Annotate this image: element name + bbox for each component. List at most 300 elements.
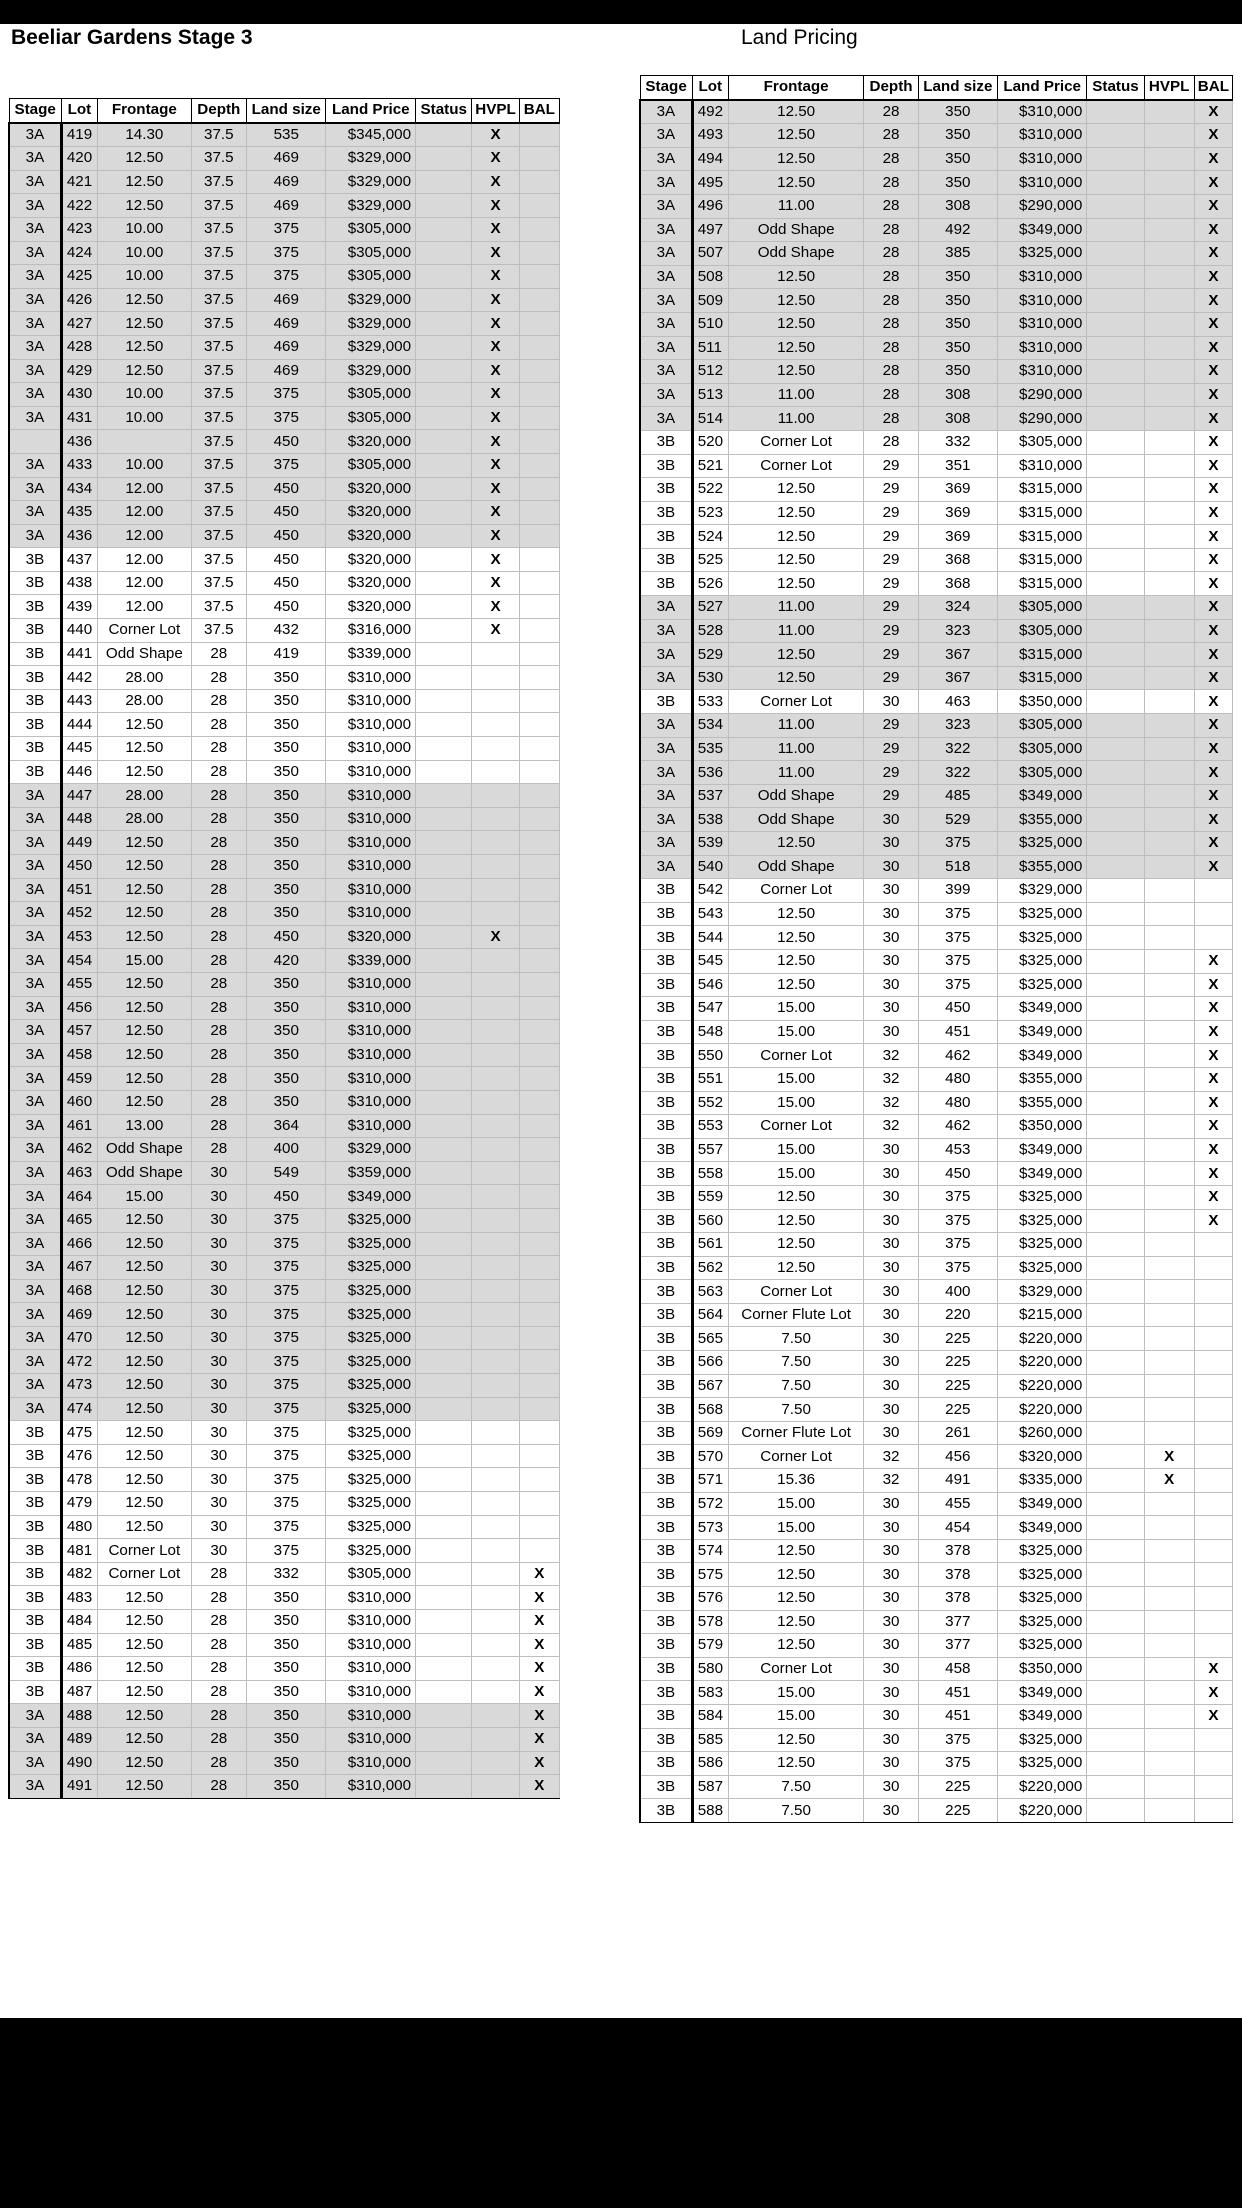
depth-cell[interactable]: 28 xyxy=(864,265,918,289)
bal-cell[interactable] xyxy=(519,902,559,926)
land-size-cell[interactable]: 462 xyxy=(918,1115,997,1139)
frontage-cell[interactable]: 12.50 xyxy=(728,147,864,171)
land-size-cell[interactable]: 492 xyxy=(918,218,997,242)
land-size-cell[interactable]: 368 xyxy=(918,572,997,596)
bal-cell[interactable] xyxy=(519,807,559,831)
frontage-cell[interactable]: 12.50 xyxy=(98,1727,192,1751)
depth-cell[interactable]: 30 xyxy=(191,1374,246,1398)
stage-cell[interactable]: 3A xyxy=(640,666,692,690)
hvpl-cell[interactable] xyxy=(1144,1067,1194,1091)
lot-cell[interactable]: 492 xyxy=(692,100,728,124)
frontage-cell[interactable]: 7.50 xyxy=(728,1374,864,1398)
status-cell[interactable] xyxy=(416,477,472,501)
land-price-cell[interactable]: $350,000 xyxy=(997,1115,1086,1139)
land-price-cell[interactable]: $350,000 xyxy=(997,690,1086,714)
stage-cell[interactable]: 3B xyxy=(640,572,692,596)
land-size-cell[interactable]: 375 xyxy=(918,1752,997,1776)
depth-cell[interactable]: 28 xyxy=(191,1090,246,1114)
land-price-cell[interactable]: $349,000 xyxy=(997,1704,1086,1728)
lot-cell[interactable]: 484 xyxy=(61,1610,97,1634)
depth-cell[interactable]: 30 xyxy=(191,1185,246,1209)
lot-cell[interactable]: 513 xyxy=(692,383,728,407)
depth-cell[interactable]: 29 xyxy=(864,619,918,643)
land-size-cell[interactable]: 463 xyxy=(918,690,997,714)
land-size-cell[interactable]: 350 xyxy=(918,360,997,384)
land-price-cell[interactable]: $315,000 xyxy=(997,525,1086,549)
lot-cell[interactable]: 533 xyxy=(692,690,728,714)
hvpl-cell[interactable]: X xyxy=(472,925,519,949)
bal-cell[interactable]: X xyxy=(1194,596,1232,620)
land-price-cell[interactable]: $220,000 xyxy=(997,1327,1086,1351)
lot-cell[interactable]: 485 xyxy=(61,1633,97,1657)
depth-cell[interactable]: 30 xyxy=(864,855,918,879)
status-cell[interactable] xyxy=(416,855,472,879)
stage-cell[interactable]: 3A xyxy=(9,170,61,194)
stage-cell[interactable]: 3B xyxy=(9,619,61,643)
bal-cell[interactable]: X xyxy=(1194,1091,1232,1115)
frontage-cell[interactable]: Corner Lot xyxy=(98,1562,192,1586)
depth-cell[interactable]: 30 xyxy=(191,1539,246,1563)
bal-cell[interactable] xyxy=(1194,1492,1232,1516)
lot-cell[interactable]: 542 xyxy=(692,879,728,903)
land-size-cell[interactable]: 350 xyxy=(918,147,997,171)
land-price-cell[interactable]: $335,000 xyxy=(997,1469,1086,1493)
lot-cell[interactable]: 509 xyxy=(692,289,728,313)
status-cell[interactable] xyxy=(416,1350,472,1374)
hvpl-cell[interactable] xyxy=(472,1374,519,1398)
land-price-cell[interactable]: $315,000 xyxy=(997,572,1086,596)
hvpl-cell[interactable] xyxy=(1144,1728,1194,1752)
frontage-cell[interactable]: 12.50 xyxy=(98,288,192,312)
bal-cell[interactable] xyxy=(1194,1469,1232,1493)
depth-cell[interactable]: 28 xyxy=(191,1633,246,1657)
stage-cell[interactable]: 3B xyxy=(640,1445,692,1469)
frontage-cell[interactable]: 11.00 xyxy=(728,596,864,620)
frontage-cell[interactable]: Corner Lot xyxy=(98,1539,192,1563)
frontage-cell[interactable]: 12.50 xyxy=(728,336,864,360)
stage-cell[interactable]: 3B xyxy=(640,1233,692,1257)
land-price-cell[interactable]: $310,000 xyxy=(997,147,1086,171)
land-size-cell[interactable]: 485 xyxy=(918,784,997,808)
stage-cell[interactable]: 3A xyxy=(9,902,61,926)
bal-cell[interactable]: X xyxy=(1194,525,1232,549)
land-price-cell[interactable]: $349,000 xyxy=(997,218,1086,242)
lot-cell[interactable]: 427 xyxy=(61,312,97,336)
land-size-cell[interactable]: 225 xyxy=(918,1374,997,1398)
stage-cell[interactable]: 3B xyxy=(9,1421,61,1445)
status-cell[interactable] xyxy=(416,831,472,855)
hvpl-cell[interactable] xyxy=(1144,1044,1194,1068)
hvpl-cell[interactable] xyxy=(472,1468,519,1492)
land-size-cell[interactable]: 451 xyxy=(918,1020,997,1044)
depth-cell[interactable]: 30 xyxy=(864,1398,918,1422)
land-price-cell[interactable]: $349,000 xyxy=(997,1020,1086,1044)
frontage-cell[interactable]: 12.50 xyxy=(98,713,192,737)
land-size-cell[interactable]: 375 xyxy=(918,926,997,950)
lot-cell[interactable]: 483 xyxy=(61,1586,97,1610)
hvpl-cell[interactable] xyxy=(1144,1303,1194,1327)
hvpl-cell[interactable] xyxy=(1144,1587,1194,1611)
stage-cell[interactable]: 3B xyxy=(640,1752,692,1776)
land-size-cell[interactable]: 350 xyxy=(918,171,997,195)
land-price-cell[interactable]: $215,000 xyxy=(997,1303,1086,1327)
depth-cell[interactable]: 28 xyxy=(191,1680,246,1704)
bal-cell[interactable] xyxy=(519,1539,559,1563)
bal-cell[interactable] xyxy=(519,713,559,737)
lot-cell[interactable]: 546 xyxy=(692,973,728,997)
lot-cell[interactable]: 467 xyxy=(61,1256,97,1280)
hvpl-cell[interactable] xyxy=(472,972,519,996)
stage-cell[interactable]: 3A xyxy=(640,218,692,242)
hvpl-cell[interactable] xyxy=(472,1138,519,1162)
frontage-cell[interactable]: 12.50 xyxy=(98,1657,192,1681)
land-price-cell[interactable]: $315,000 xyxy=(997,501,1086,525)
land-price-cell[interactable]: $310,000 xyxy=(997,265,1086,289)
land-price-cell[interactable]: $329,000 xyxy=(997,879,1086,903)
lot-cell[interactable]: 539 xyxy=(692,832,728,856)
depth-cell[interactable]: 37.5 xyxy=(191,217,246,241)
lot-cell[interactable]: 572 xyxy=(692,1492,728,1516)
hvpl-cell[interactable] xyxy=(1144,430,1194,454)
bal-cell[interactable] xyxy=(519,1326,559,1350)
land-size-cell[interactable]: 350 xyxy=(246,902,326,926)
land-size-cell[interactable]: 450 xyxy=(246,548,326,572)
hvpl-cell[interactable] xyxy=(472,807,519,831)
hvpl-cell[interactable] xyxy=(1144,1280,1194,1304)
status-cell[interactable] xyxy=(1087,194,1144,218)
bal-cell[interactable] xyxy=(519,1020,559,1044)
stage-cell[interactable]: 3A xyxy=(640,784,692,808)
stage-cell[interactable]: 3A xyxy=(9,1256,61,1280)
stage-cell[interactable]: 3B xyxy=(9,548,61,572)
status-cell[interactable] xyxy=(416,383,472,407)
bal-cell[interactable]: X xyxy=(519,1633,559,1657)
stage-cell[interactable]: 3A xyxy=(9,1279,61,1303)
stage-cell[interactable]: 3B xyxy=(640,1138,692,1162)
frontage-cell[interactable]: Corner Lot xyxy=(728,430,864,454)
depth-cell[interactable]: 28 xyxy=(864,407,918,431)
bal-cell[interactable]: X xyxy=(1194,997,1232,1021)
status-cell[interactable] xyxy=(416,666,472,690)
land-size-cell[interactable]: 350 xyxy=(246,1633,326,1657)
land-price-cell[interactable]: $329,000 xyxy=(326,312,416,336)
land-price-cell[interactable]: $350,000 xyxy=(997,1657,1086,1681)
land-size-cell[interactable]: 469 xyxy=(246,312,326,336)
hvpl-cell[interactable]: X xyxy=(472,595,519,619)
land-price-cell[interactable]: $310,000 xyxy=(997,312,1086,336)
depth-cell[interactable]: 28 xyxy=(864,242,918,266)
status-cell[interactable] xyxy=(1087,1421,1144,1445)
bal-cell[interactable] xyxy=(1194,1799,1232,1823)
stage-cell[interactable]: 3A xyxy=(9,194,61,218)
land-price-cell[interactable]: $329,000 xyxy=(326,1138,416,1162)
status-cell[interactable] xyxy=(1087,312,1144,336)
lot-cell[interactable]: 423 xyxy=(61,217,97,241)
frontage-cell[interactable]: 12.50 xyxy=(98,1326,192,1350)
stage-cell[interactable] xyxy=(9,430,61,454)
hvpl-cell[interactable]: X xyxy=(472,477,519,501)
status-cell[interactable] xyxy=(416,784,472,808)
status-cell[interactable] xyxy=(1087,242,1144,266)
stage-cell[interactable]: 3B xyxy=(640,454,692,478)
land-price-cell[interactable]: $315,000 xyxy=(997,478,1086,502)
hvpl-cell[interactable]: X xyxy=(472,265,519,289)
frontage-cell[interactable]: 12.50 xyxy=(728,312,864,336)
hvpl-cell[interactable] xyxy=(1144,1115,1194,1139)
stage-cell[interactable]: 3B xyxy=(9,1515,61,1539)
bal-cell[interactable] xyxy=(1194,1587,1232,1611)
hvpl-cell[interactable] xyxy=(1144,1374,1194,1398)
status-cell[interactable] xyxy=(416,595,472,619)
bal-cell[interactable] xyxy=(519,1090,559,1114)
depth-cell[interactable]: 28 xyxy=(191,689,246,713)
depth-cell[interactable]: 28 xyxy=(191,949,246,973)
depth-cell[interactable]: 28 xyxy=(864,218,918,242)
depth-cell[interactable]: 30 xyxy=(191,1256,246,1280)
bal-cell[interactable] xyxy=(519,784,559,808)
lot-cell[interactable]: 473 xyxy=(61,1374,97,1398)
depth-cell[interactable]: 30 xyxy=(191,1161,246,1185)
lot-cell[interactable]: 521 xyxy=(692,454,728,478)
lot-cell[interactable]: 511 xyxy=(692,336,728,360)
status-cell[interactable] xyxy=(1087,1162,1144,1186)
frontage-cell[interactable]: 12.50 xyxy=(728,501,864,525)
lot-cell[interactable]: 575 xyxy=(692,1563,728,1587)
frontage-cell[interactable]: Corner Lot xyxy=(728,690,864,714)
hvpl-cell[interactable] xyxy=(472,1680,519,1704)
status-cell[interactable] xyxy=(1087,100,1144,124)
stage-cell[interactable]: 3B xyxy=(640,1681,692,1705)
depth-cell[interactable]: 28 xyxy=(191,1751,246,1775)
land-size-cell[interactable]: 350 xyxy=(918,336,997,360)
status-cell[interactable] xyxy=(1087,902,1144,926)
frontage-cell[interactable]: 12.50 xyxy=(98,1303,192,1327)
frontage-cell[interactable]: 12.50 xyxy=(728,171,864,195)
lot-cell[interactable]: 544 xyxy=(692,926,728,950)
land-price-cell[interactable]: $310,000 xyxy=(326,902,416,926)
hvpl-cell[interactable]: X xyxy=(472,430,519,454)
lot-cell[interactable]: 520 xyxy=(692,430,728,454)
depth-cell[interactable]: 30 xyxy=(864,1138,918,1162)
stage-cell[interactable]: 3B xyxy=(640,879,692,903)
hvpl-cell[interactable] xyxy=(1144,832,1194,856)
bal-cell[interactable] xyxy=(1194,1563,1232,1587)
stage-cell[interactable]: 3B xyxy=(640,1539,692,1563)
land-size-cell[interactable]: 350 xyxy=(918,312,997,336)
land-size-cell[interactable]: 350 xyxy=(918,124,997,148)
lot-cell[interactable]: 491 xyxy=(61,1775,97,1799)
lot-cell[interactable]: 450 xyxy=(61,855,97,879)
hvpl-cell[interactable] xyxy=(1144,289,1194,313)
status-cell[interactable] xyxy=(1087,714,1144,738)
land-size-cell[interactable]: 375 xyxy=(246,1303,326,1327)
bal-cell[interactable]: X xyxy=(1194,1162,1232,1186)
land-price-cell[interactable]: $305,000 xyxy=(997,737,1086,761)
bal-cell[interactable]: X xyxy=(1194,312,1232,336)
depth-cell[interactable]: 28 xyxy=(191,1775,246,1799)
lot-cell[interactable]: 545 xyxy=(692,949,728,973)
land-price-cell[interactable]: $325,000 xyxy=(997,926,1086,950)
frontage-cell[interactable]: 12.50 xyxy=(728,1185,864,1209)
hvpl-cell[interactable] xyxy=(472,1326,519,1350)
bal-cell[interactable] xyxy=(1194,1634,1232,1658)
land-price-cell[interactable]: $320,000 xyxy=(326,595,416,619)
stage-cell[interactable]: 3A xyxy=(9,241,61,265)
lot-cell[interactable]: 424 xyxy=(61,241,97,265)
stage-cell[interactable]: 3A xyxy=(640,312,692,336)
land-price-cell[interactable]: $310,000 xyxy=(326,996,416,1020)
stage-cell[interactable]: 3B xyxy=(640,430,692,454)
land-size-cell[interactable]: 375 xyxy=(918,902,997,926)
stage-cell[interactable]: 3A xyxy=(9,1704,61,1728)
depth-cell[interactable]: 28 xyxy=(191,713,246,737)
land-size-cell[interactable]: 225 xyxy=(918,1398,997,1422)
status-cell[interactable] xyxy=(416,925,472,949)
stage-cell[interactable]: 3A xyxy=(9,1326,61,1350)
depth-cell[interactable]: 37.5 xyxy=(191,123,246,147)
hvpl-cell[interactable] xyxy=(1144,478,1194,502)
frontage-cell[interactable]: 12.50 xyxy=(728,1563,864,1587)
status-cell[interactable] xyxy=(416,1775,472,1799)
land-size-cell[interactable]: 225 xyxy=(918,1775,997,1799)
lot-cell[interactable]: 462 xyxy=(61,1138,97,1162)
stage-cell[interactable]: 3A xyxy=(9,217,61,241)
stage-cell[interactable]: 3B xyxy=(9,1444,61,1468)
land-price-cell[interactable]: $320,000 xyxy=(326,477,416,501)
land-size-cell[interactable]: 455 xyxy=(918,1492,997,1516)
lot-cell[interactable]: 420 xyxy=(61,147,97,171)
stage-cell[interactable]: 3A xyxy=(9,855,61,879)
hvpl-cell[interactable] xyxy=(1144,147,1194,171)
status-cell[interactable] xyxy=(416,1562,472,1586)
hvpl-cell[interactable] xyxy=(472,1279,519,1303)
status-cell[interactable] xyxy=(416,1114,472,1138)
depth-cell[interactable]: 30 xyxy=(191,1444,246,1468)
bal-cell[interactable]: X xyxy=(1194,242,1232,266)
land-size-cell[interactable]: 491 xyxy=(918,1469,997,1493)
hvpl-cell[interactable]: X xyxy=(472,501,519,525)
status-cell[interactable] xyxy=(1087,997,1144,1021)
frontage-cell[interactable]: 12.50 xyxy=(98,760,192,784)
land-size-cell[interactable]: 450 xyxy=(918,1162,997,1186)
bal-cell[interactable] xyxy=(1194,1421,1232,1445)
frontage-cell[interactable]: 28.00 xyxy=(98,807,192,831)
bal-cell[interactable]: X xyxy=(1194,407,1232,431)
stage-cell[interactable]: 3B xyxy=(640,1634,692,1658)
land-size-cell[interactable]: 450 xyxy=(246,501,326,525)
land-size-cell[interactable]: 308 xyxy=(918,383,997,407)
depth-cell[interactable]: 30 xyxy=(864,926,918,950)
bal-cell[interactable] xyxy=(519,1256,559,1280)
land-size-cell[interactable]: 369 xyxy=(918,478,997,502)
frontage-cell[interactable]: 12.50 xyxy=(98,902,192,926)
land-size-cell[interactable]: 350 xyxy=(246,760,326,784)
stage-cell[interactable]: 3A xyxy=(640,194,692,218)
status-cell[interactable] xyxy=(1087,690,1144,714)
lot-cell[interactable]: 580 xyxy=(692,1657,728,1681)
lot-cell[interactable]: 573 xyxy=(692,1516,728,1540)
lot-cell[interactable]: 564 xyxy=(692,1303,728,1327)
land-size-cell[interactable]: 350 xyxy=(246,1067,326,1091)
lot-cell[interactable]: 476 xyxy=(61,1444,97,1468)
stage-cell[interactable]: 3A xyxy=(9,335,61,359)
hvpl-cell[interactable] xyxy=(1144,1091,1194,1115)
frontage-cell[interactable]: 12.50 xyxy=(98,1350,192,1374)
land-size-cell[interactable]: 375 xyxy=(246,1539,326,1563)
lot-cell[interactable]: 570 xyxy=(692,1445,728,1469)
frontage-cell[interactable]: 12.50 xyxy=(98,1515,192,1539)
bal-cell[interactable] xyxy=(519,1303,559,1327)
stage-cell[interactable]: 3A xyxy=(9,1350,61,1374)
frontage-cell[interactable]: 12.50 xyxy=(728,525,864,549)
status-cell[interactable] xyxy=(416,265,472,289)
land-price-cell[interactable]: $320,000 xyxy=(326,548,416,572)
bal-cell[interactable]: X xyxy=(1194,124,1232,148)
hvpl-cell[interactable] xyxy=(472,1161,519,1185)
frontage-cell[interactable]: 12.50 xyxy=(728,360,864,384)
land-price-cell[interactable]: $349,000 xyxy=(997,1516,1086,1540)
land-size-cell[interactable]: 375 xyxy=(918,949,997,973)
lot-cell[interactable]: 551 xyxy=(692,1067,728,1091)
stage-cell[interactable]: 3B xyxy=(640,1516,692,1540)
bal-cell[interactable] xyxy=(519,170,559,194)
hvpl-cell[interactable] xyxy=(472,1421,519,1445)
hvpl-cell[interactable] xyxy=(472,713,519,737)
hvpl-cell[interactable] xyxy=(1144,1681,1194,1705)
lot-cell[interactable]: 453 xyxy=(61,925,97,949)
frontage-cell[interactable]: 7.50 xyxy=(728,1775,864,1799)
depth-cell[interactable]: 28 xyxy=(191,1114,246,1138)
bal-cell[interactable] xyxy=(519,453,559,477)
land-price-cell[interactable]: $325,000 xyxy=(997,1563,1086,1587)
bal-cell[interactable]: X xyxy=(1194,737,1232,761)
lot-cell[interactable]: 479 xyxy=(61,1492,97,1516)
frontage-cell[interactable]: 12.50 xyxy=(98,170,192,194)
stage-cell[interactable]: 3B xyxy=(640,1587,692,1611)
hvpl-cell[interactable] xyxy=(1144,194,1194,218)
frontage-cell[interactable]: Corner Lot xyxy=(728,1280,864,1304)
lot-cell[interactable]: 490 xyxy=(61,1751,97,1775)
lot-cell[interactable]: 508 xyxy=(692,265,728,289)
hvpl-cell[interactable] xyxy=(472,878,519,902)
depth-cell[interactable]: 28 xyxy=(191,831,246,855)
bal-cell[interactable]: X xyxy=(519,1751,559,1775)
depth-cell[interactable]: 30 xyxy=(191,1515,246,1539)
hvpl-cell[interactable] xyxy=(472,1090,519,1114)
lot-cell[interactable]: 514 xyxy=(692,407,728,431)
land-size-cell[interactable]: 450 xyxy=(918,997,997,1021)
status-cell[interactable] xyxy=(1087,973,1144,997)
lot-cell[interactable]: 496 xyxy=(692,194,728,218)
lot-cell[interactable]: 563 xyxy=(692,1280,728,1304)
status-cell[interactable] xyxy=(1087,218,1144,242)
depth-cell[interactable]: 30 xyxy=(864,1657,918,1681)
bal-cell[interactable]: X xyxy=(519,1586,559,1610)
land-size-cell[interactable]: 375 xyxy=(246,1279,326,1303)
status-cell[interactable] xyxy=(416,1586,472,1610)
hvpl-cell[interactable] xyxy=(1144,501,1194,525)
status-cell[interactable] xyxy=(416,1374,472,1398)
status-cell[interactable] xyxy=(1087,1657,1144,1681)
lot-cell[interactable]: 422 xyxy=(61,194,97,218)
land-size-cell[interactable]: 350 xyxy=(246,855,326,879)
lot-cell[interactable]: 446 xyxy=(61,760,97,784)
land-size-cell[interactable]: 377 xyxy=(918,1634,997,1658)
land-price-cell[interactable]: $325,000 xyxy=(326,1303,416,1327)
depth-cell[interactable]: 30 xyxy=(864,1280,918,1304)
status-cell[interactable] xyxy=(1087,171,1144,195)
status-cell[interactable] xyxy=(1087,383,1144,407)
